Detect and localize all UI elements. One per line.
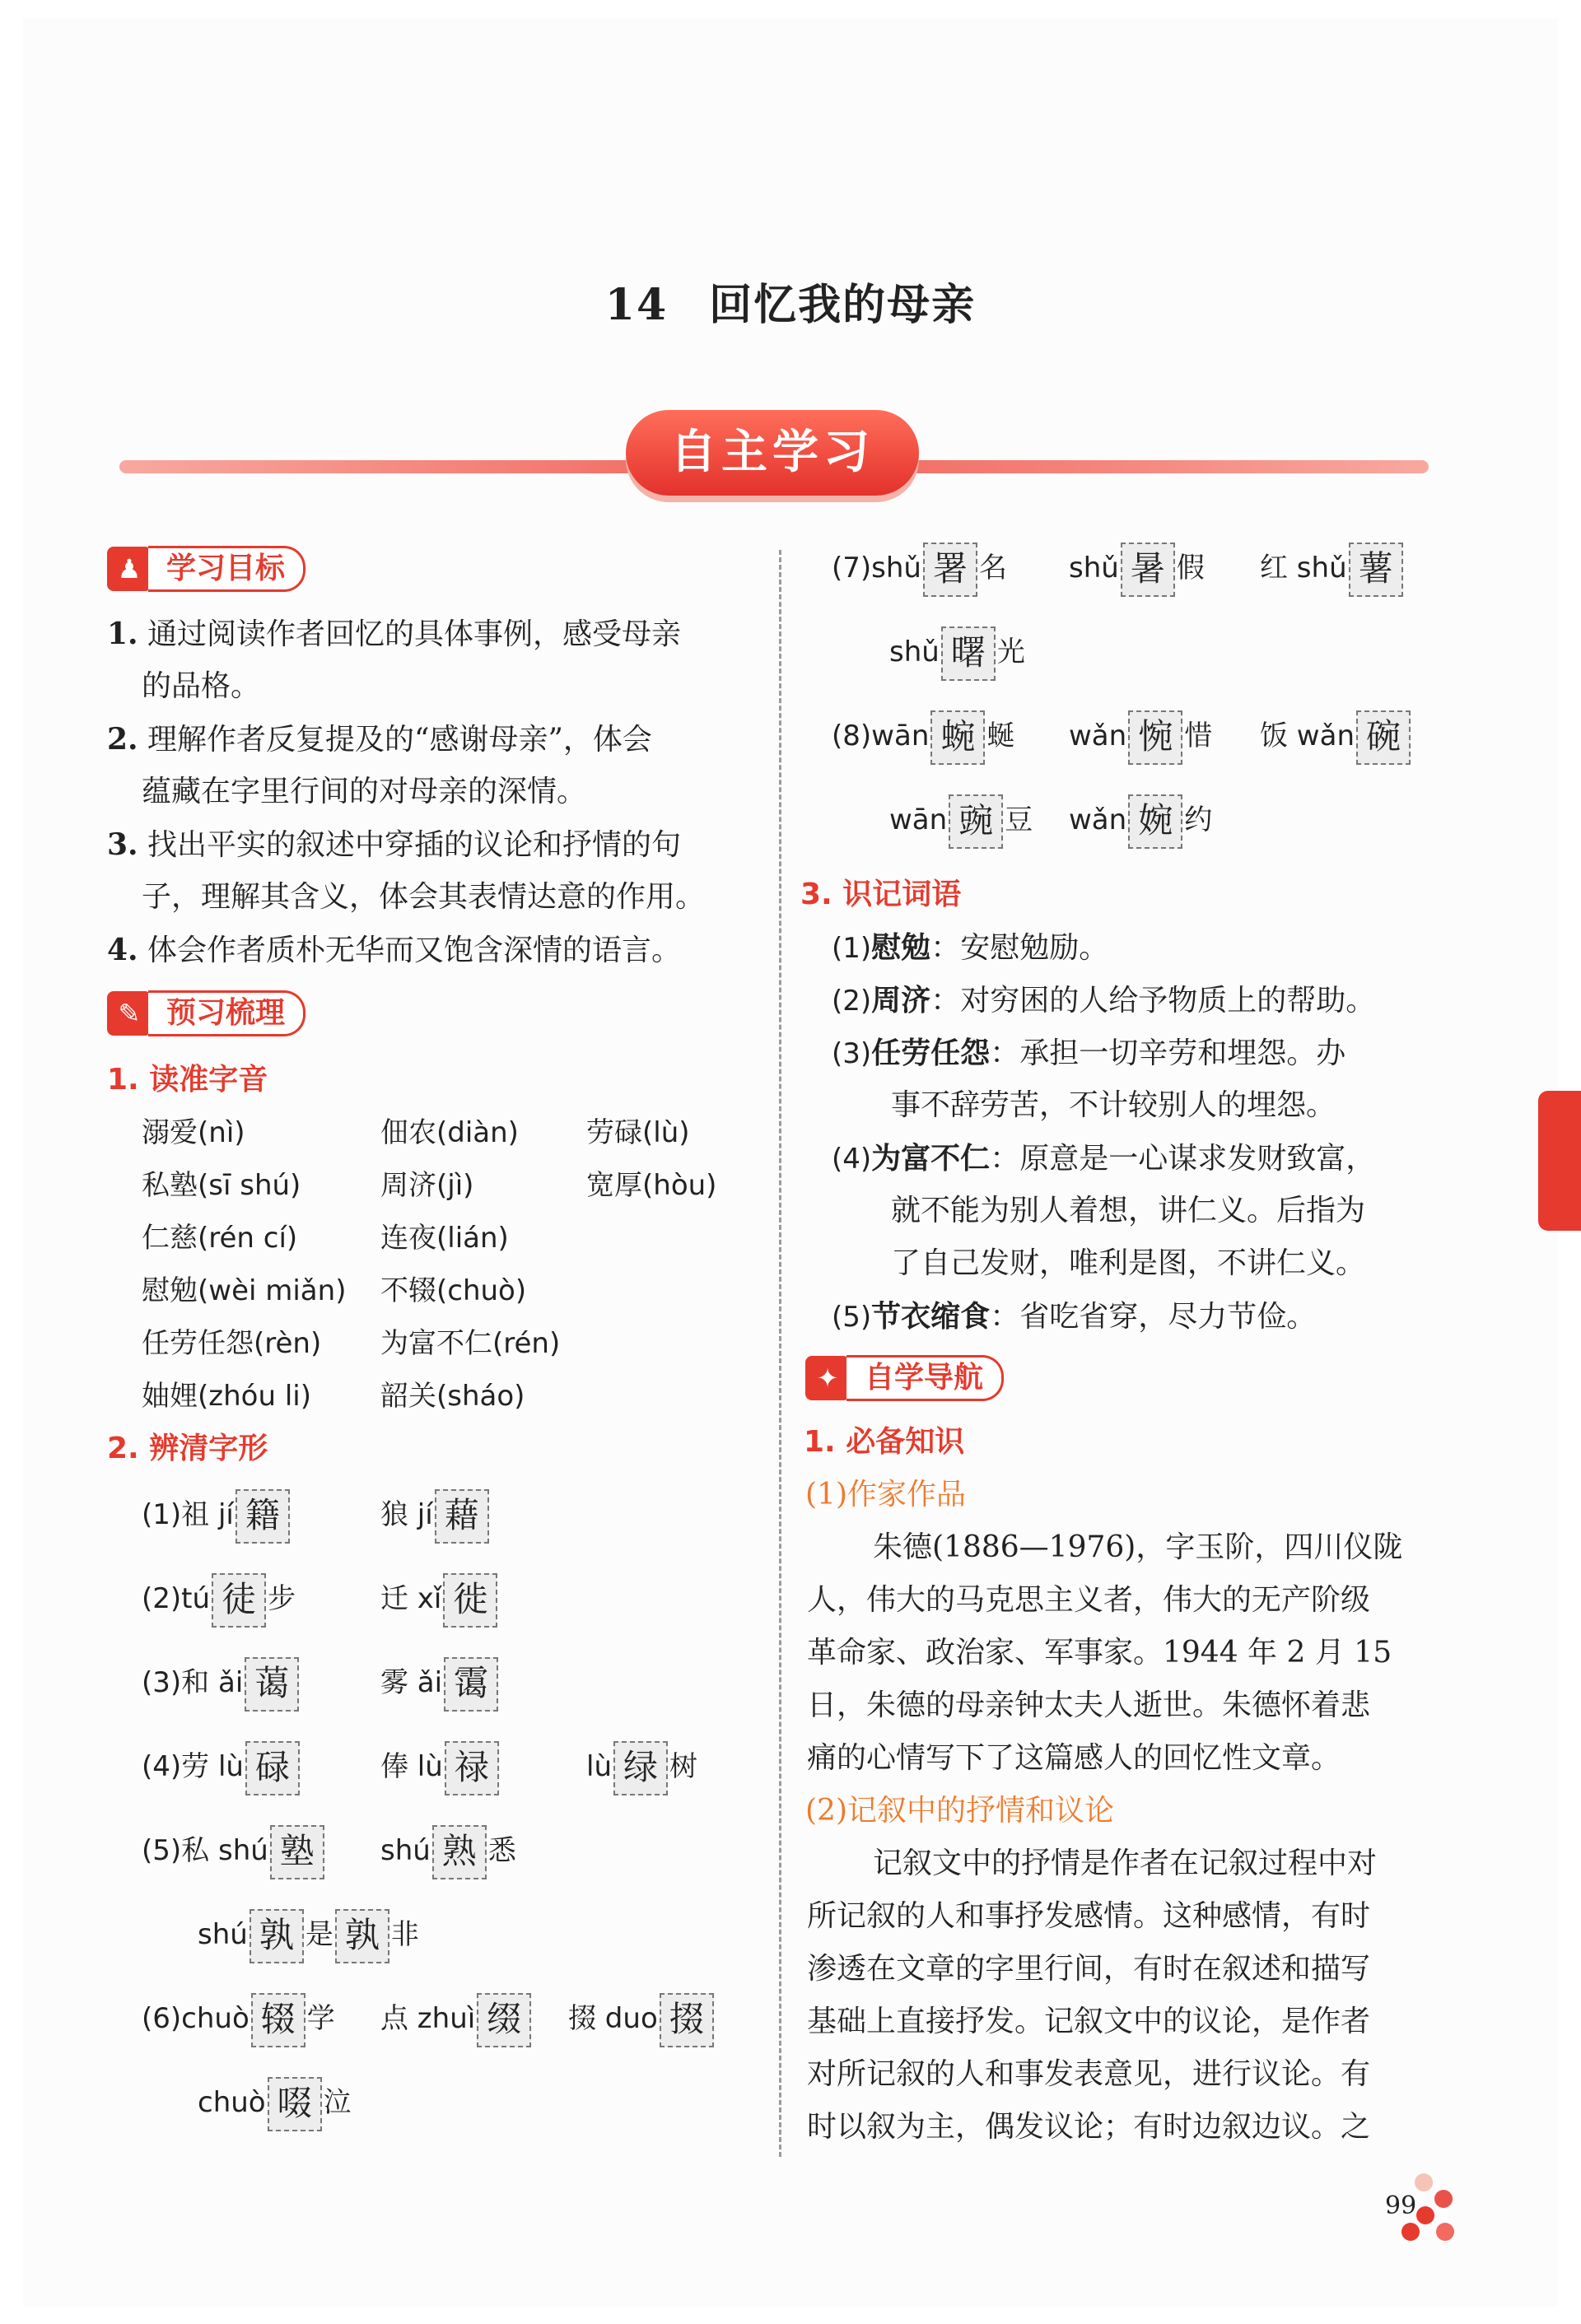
word-item-cont: 事不辞劳苦，不计较别人的埋怨。	[891, 1088, 1336, 1122]
pron-item: 韶关(sháo)	[380, 1380, 525, 1413]
shape-row: (1)祖 jí 籍	[142, 1488, 291, 1544]
shape-row: (6)chuò 辍 学	[142, 1992, 335, 2047]
tag-preview: ✎ 预习梳理	[107, 992, 305, 1035]
goal-2: 2. 理解作者反复提及的“感谢母亲”，体会	[107, 722, 652, 757]
hex-decoration	[1434, 2190, 1453, 2208]
shape-row: 饭 wǎn 碗	[1260, 710, 1412, 765]
para-line: 痛的心情写下了这篇感人的回忆性文章。	[807, 1741, 1341, 1775]
goal-3: 3. 找出平实的叙述中穿插的议论和抒情的句	[107, 827, 682, 862]
heading-pronunciation: 1. 读准字音	[107, 1063, 268, 1097]
para-line: 基础上直接抒发。记叙文中的议论，是作者	[807, 2005, 1371, 2038]
shape-row: 红 shǔ 薯	[1260, 542, 1405, 597]
shape-row: wǎn 婉 约	[1069, 794, 1212, 849]
shape-row: wān 豌 豆	[889, 794, 1033, 849]
page-number: 99	[1385, 2191, 1417, 2220]
heading-knowledge: 1. 必备知识	[804, 1425, 965, 1459]
para-line: 人，伟大的马克思主义者，伟大的无产阶级	[807, 1583, 1371, 1617]
shape-row: 俸 lù 禄	[380, 1740, 501, 1795]
shape-row: (3)和 ǎi 蔼	[142, 1656, 301, 1712]
pron-item: 周济(jì)	[380, 1169, 474, 1202]
shape-row: (5)私 shú 塾	[142, 1824, 326, 1879]
goal-3-cont: 子，理解其含义，体会其表情达意的作用。	[142, 880, 706, 914]
shape-row: chuò 啜 泣	[198, 2076, 352, 2131]
para-line: 朱德(1886—1976)，字玉阶，四川仪陇	[873, 1530, 1403, 1564]
reading-person-icon: ♟	[107, 547, 152, 591]
word-item: (1)慰勉：安慰勉励。	[832, 930, 1109, 965]
shape-row: shú 熟 悉	[380, 1824, 516, 1879]
para-line: 日，朱德的母亲钟太夫人逝世。朱德怀着悲	[807, 1688, 1371, 1722]
pron-item: 妯娌(zhóu li)	[142, 1380, 311, 1413]
telescope-icon: ✦	[805, 1356, 850, 1400]
pron-item: 劳碌(lù)	[586, 1116, 690, 1149]
shape-row: 雾 ǎi 霭	[380, 1656, 500, 1712]
shape-row: wǎn 惋 惜	[1069, 710, 1212, 765]
shape-row: 点 zhuì 缀	[380, 1992, 533, 2047]
shape-row: lù 绿 树	[586, 1740, 697, 1795]
tag-nav: ✦ 自学导航	[805, 1357, 1004, 1400]
section-banner: 自主学习	[626, 410, 919, 496]
shape-row: (8)wān 蜿 蜒	[832, 710, 1014, 765]
shape-row: 掇 duo 掇	[568, 1992, 716, 2047]
goal-1-cont: 的品格。	[142, 669, 261, 703]
pron-item: 连夜(lián)	[380, 1222, 509, 1255]
sub-heading-lyric: (2)记叙中的抒情和议论	[805, 1794, 1114, 1828]
pron-item: 为富不仁(rén)	[380, 1327, 561, 1360]
goal-2-cont: 蕴藏在字里行间的对母亲的深情。	[142, 775, 587, 808]
chapter-side-tab	[1538, 1091, 1581, 1231]
goal-1: 1. 通过阅读作者回忆的具体事例，感受母亲	[107, 617, 682, 651]
sub-heading-author: (1)作家作品	[805, 1478, 966, 1511]
shape-row: (4)劳 lù 碌	[142, 1740, 301, 1795]
pron-item: 佃农(diàn)	[380, 1116, 519, 1149]
tag-goals: ♟ 学习目标	[107, 547, 305, 590]
para-line: 渗透在文章的字里行间，有时在叙述和描写	[807, 1952, 1371, 1986]
para-line: 时以叙为主，偶发议论；有时边叙边议。之	[807, 2110, 1371, 2144]
pron-item: 私塾(sī shú)	[142, 1169, 301, 1202]
column-divider	[779, 550, 781, 2157]
word-item-cont: 了自己发财，唯利是图，不讲仁义。	[891, 1246, 1366, 1280]
word-item: (2)周济：对穷困的人给予物质上的帮助。	[832, 983, 1376, 1018]
shape-row: shǔ 暑 假	[1069, 542, 1205, 597]
shape-row: (2)tú 徒 步	[142, 1572, 296, 1628]
hex-decoration	[1415, 2173, 1433, 2191]
word-item: (3)任劳任怨：承担一切辛劳和埋怨。办	[832, 1036, 1346, 1070]
hex-decoration	[1416, 2206, 1434, 2224]
word-item-cont: 就不能为别人着想，讲仁义。后指为	[891, 1194, 1366, 1227]
shape-row: 狼 jí 藉	[380, 1488, 491, 1544]
word-item: (5)节衣缩食：省吃省穿，尽力节俭。	[832, 1299, 1317, 1334]
pron-item: 溺爱(nì)	[142, 1116, 245, 1149]
shape-row: shǔ 曙 光	[889, 626, 1025, 681]
shape-row: shú 孰 是 孰 非	[198, 1908, 419, 1963]
lesson-title: 14 回忆我的母亲	[604, 280, 977, 330]
pron-item: 任劳任怨(rèn)	[142, 1327, 322, 1360]
pron-item: 不辍(chuò)	[380, 1274, 527, 1307]
shape-row: (7)shǔ 署 名	[832, 542, 1007, 597]
pron-item: 慰勉(wèi miǎn)	[142, 1274, 347, 1307]
para-line: 所记叙的人和事抒发感情。这种感情，有时	[807, 1899, 1371, 1933]
word-item: (4)为富不仁：原意是一心谋求发财致富，	[832, 1141, 1376, 1176]
goal-4: 4. 体会作者质朴无华而又饱含深情的语言。	[107, 933, 682, 967]
para-line: 革命家、政治家、军事家。1944 年 2 月 15	[807, 1636, 1392, 1670]
heading-char-shape: 2. 辨清字形	[107, 1432, 268, 1465]
pron-item: 宽厚(hòu)	[586, 1169, 717, 1202]
hex-decoration	[1436, 2223, 1454, 2241]
para-line: 对所记叙的人和事发表意见，进行议论。有	[807, 2057, 1371, 2091]
shape-row: 迁 xǐ 徙	[380, 1572, 499, 1628]
pencil-icon: ✎	[107, 991, 152, 1036]
hex-decoration	[1401, 2223, 1420, 2241]
para-line: 记叙文中的抒情是作者在记叙过程中对	[873, 1847, 1378, 1880]
heading-words: 3. 识记词语	[800, 878, 962, 911]
pron-item: 仁慈(rén cí)	[142, 1222, 298, 1255]
